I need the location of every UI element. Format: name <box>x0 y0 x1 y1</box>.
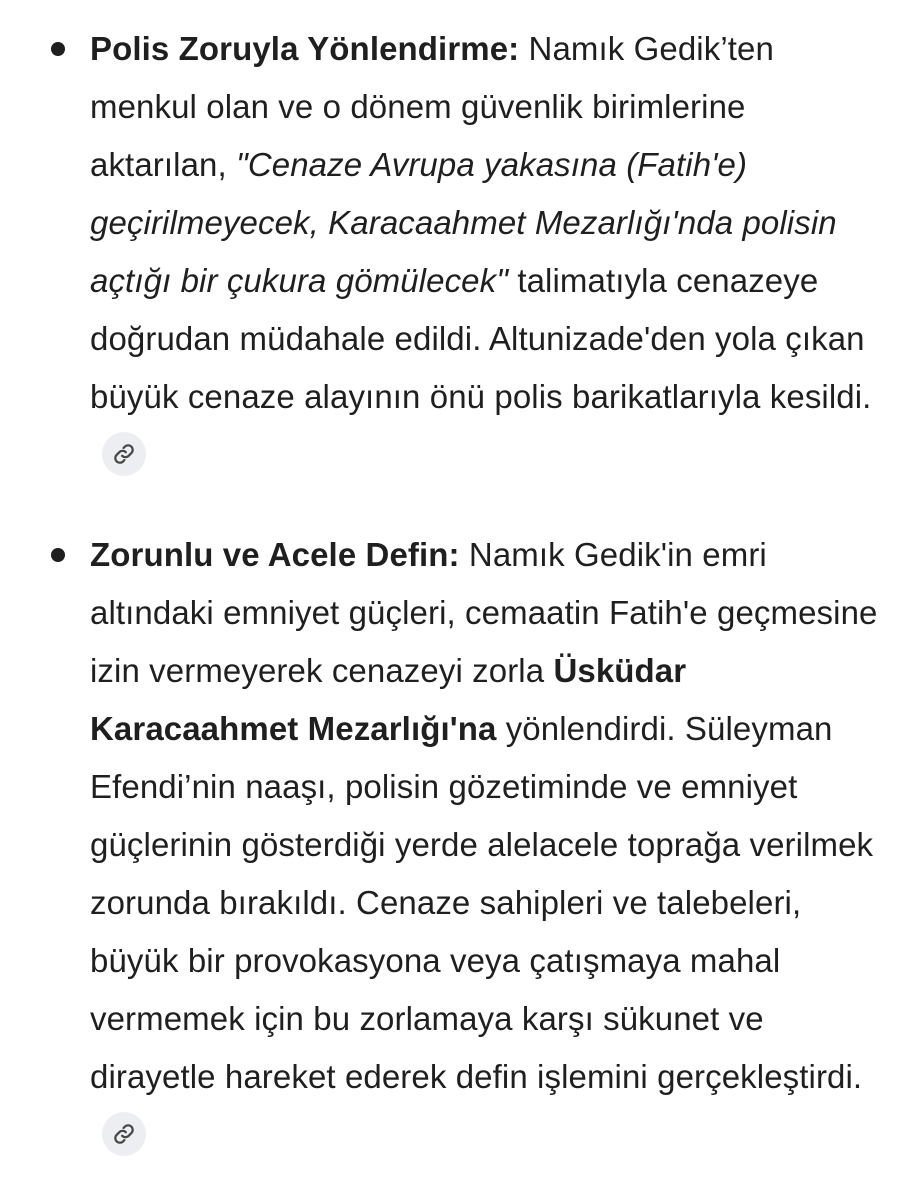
item-quote: "Cenaze Avrupa yakasına (Fatih'e) geçirilmeyecek, Karacaahmet Mezarlığı'nda polisin açtığı bir çukura gömülecek" <box>90 146 837 299</box>
link-icon <box>113 1123 135 1145</box>
bullet-list <box>0 20 912 1164</box>
bullet-dot-icon <box>51 42 65 56</box>
item-heading: Polis Zoruyla Yönlendirme: <box>90 30 520 67</box>
link-icon <box>113 443 135 465</box>
item-emphasis: Üsküdar Karacaahmet Mezarlığı'na <box>90 652 687 747</box>
list-item <box>0 20 912 484</box>
list-item <box>0 526 912 1164</box>
item-text: Namık Gedik’ten menkul olan ve o dönem güvenlik birimlerine aktarılan, <box>90 30 774 183</box>
item-heading: Zorunlu ve Acele Defin: <box>90 536 460 573</box>
source-link-button[interactable] <box>102 432 146 476</box>
item-text: Namık Gedik'in emri altındaki emniyet güçleri, cemaatin Fatih'e geçmesine izin vermeyerek cenazeyi zorla <box>90 536 878 689</box>
source-link-button[interactable] <box>102 1112 146 1156</box>
bullet-dot-icon <box>51 548 65 562</box>
item-text: talimatıyla cenazeye doğrudan müdahale edildi. Altunizade'den yola çıkan büyük cenaze alayının önü polis barikatlarıyla kesildi. <box>90 262 872 415</box>
item-text: yönlendirdi. Süleyman Efendi’nin naaşı, polisin gözetiminde ve emniyet güçlerinin gösterdiği yerde alelacele toprağa verilmek zorunda bırakıldı. Cenaze sahipleri ve talebeleri, büyük bir provokasyona veya çatışmaya mahal vermemek için bu zorlamaya karşı sükunet ve dirayetle hareket ederek defin işlemini gerçekleştirdi. <box>90 710 874 1095</box>
